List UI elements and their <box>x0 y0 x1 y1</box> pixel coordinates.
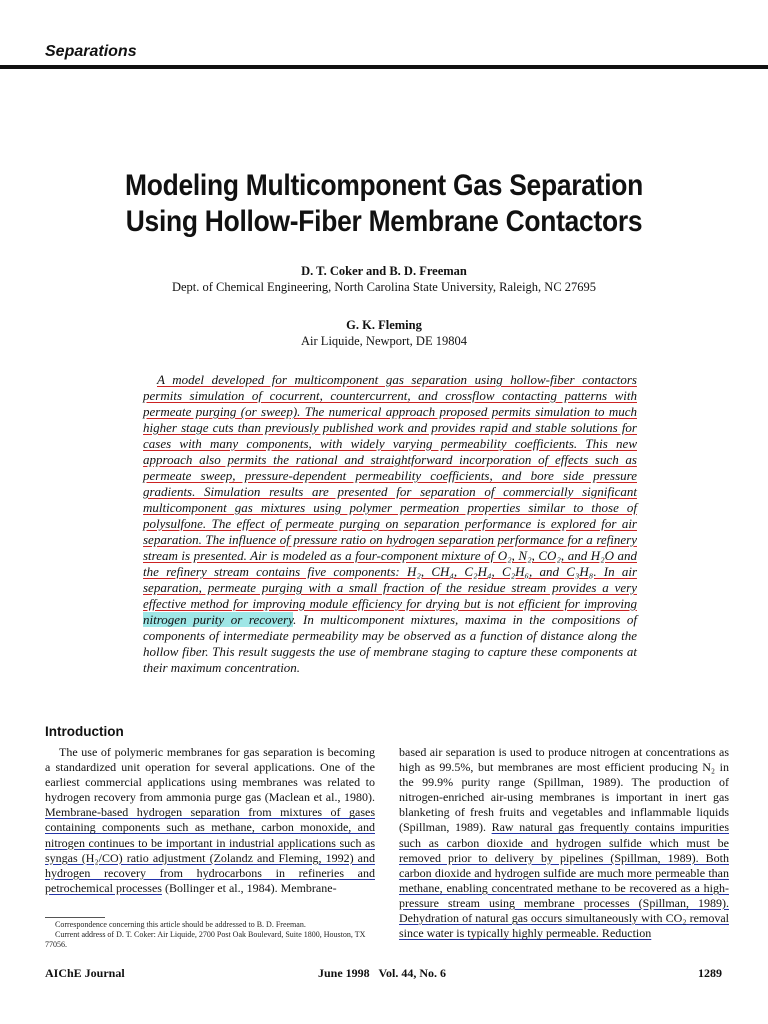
article-title <box>46 168 722 240</box>
author-names-2: G. K. Fleming <box>346 318 422 332</box>
footnote-line-1: Correspondence concerning this article should be addressed to B. D. Freeman. <box>55 920 306 929</box>
abstract-paragraph <box>143 372 637 676</box>
title-line-2: Using Hollow-Fiber Membrane Contactors <box>125 205 643 238</box>
title-line-1: Modeling Multicomponent Gas Separation <box>124 169 643 202</box>
footnote-rule <box>45 917 105 918</box>
abstract <box>143 372 637 676</box>
footnote <box>45 920 375 950</box>
footer-page-number: 1289 <box>698 966 722 980</box>
intro-left-text-b: (Bollinger et al., 1984). Membrane- <box>161 880 337 895</box>
intro-right-text-a: based air separation is used to produce nitrogen at concentrations as high as 99.5%, but membranes are most efficient producing N₂ in the 99.9% purity range (Spillman, 1989). The production of nitrogen-enriched air-using membranes is important in inert gas blanketing of fresh fruits and vegetables and inflammable liquids (Spillman, 1989). <box>399 745 729 835</box>
footnote-line-2: Current address of D. T. Coker: Air Liquide, 2700 Post Oak Boulevard, Suite 1800, Houston, TX 77056. <box>45 930 366 949</box>
intro-left-underlined: Membrane-based hydrogen separation from mixtures of gases containing components such as methane, carbon monoxide, and nitrogen continues to be important in industrial applications such as syngas (H₂/CO) ratio adjustment (Zolandz and Fleming, 1992) and hydrogen recovery from hydrocarbons in refineries and petrochemical processes <box>45 805 375 895</box>
introduction-heading: Introduction <box>45 724 124 739</box>
author-group-2 <box>0 317 768 349</box>
author-names-1: D. T. Coker and B. D. Freeman <box>301 264 467 278</box>
author-affiliation-2: Air Liquide, Newport, DE 19804 <box>301 334 467 348</box>
author-affiliation-1: Dept. of Chemical Engineering, North Carolina State University, Raleigh, NC 27695 <box>171 280 597 294</box>
intro-paragraph-left <box>45 745 375 896</box>
header-rule <box>0 65 768 69</box>
abstract-text-2: . In multicomponent mixtures, maxima in the compositions of components of intermediate permeability may be observed as a function of distance along the hollow fiber. This result suggests the use of membrane staging to capture these components at their maximum concentration. <box>143 612 637 675</box>
footer-journal: AIChE Journal <box>45 966 125 980</box>
intro-left-text-a: The use of polymeric membranes for gas separation is becoming a standardized unit operation for several applications. One of the earliest commercial applications using membranes was related to hydrogen recovery from ammonia purge gas (Maclean et al., 1980). <box>45 745 375 805</box>
abstract-text-1: A model developed for multicomponent gas separation using hollow-fiber contactors permits simulation of cocurrent, countercurrent, and crossflow contacting patterns with permeate purging (or sweep). The numerical approach proposed permits simulation to much higher stage cuts than previously published work and provides rapid and stable solutions for cases with many components, with widely varying permeability coefficients. This new approach also permits the rational and straightforward incorporation of effects such as permeate sweep, pressure-dependent permeability coefficients, and bore side pressure gradients. Simulation results are presented for separation of commercially significant multicomponent gas mixtures using polymer permeation properties similar to those of polysulfone. The effect of permeate purging on separation performance is explored for air separation. The influence of pressure ratio on hydrogen separation performance for a refinery stream is presented. Air is modeled as a four-component mixture of O₂, N₂, CO₂, and H₂O and the refinery stream contains five components: H₂, CH₄, C₂H₄, C₂H₆, and C₃H₈. In air separation, permeate purging with a small fraction of the residue stream provides a very effective method for improving module efficiency for drying but is not efficient for improving <box>143 372 637 611</box>
section-label: Separations <box>45 43 137 60</box>
intro-paragraph-right <box>399 745 729 941</box>
intro-column-left <box>45 745 375 896</box>
footer-issue: June 1998 Vol. 44, No. 6 <box>318 966 447 980</box>
intro-column-right <box>399 745 729 941</box>
author-group-1 <box>0 263 768 295</box>
intro-right-underlined: Raw natural gas frequently contains impurities such as carbon dioxide and hydrogen sulfide which must be removed prior to delivery by pipelines (Spillman, 1989). Both carbon dioxide and hydrogen sulfide are much more permeable than methane, enabling concentrated methane to be recovered as a high-pressure stream using membrane processes (Spillman, 1989). Dehydration of natural gas occurs simultaneously with CO₂ removal since water is typically highly permeable. Reduction <box>399 820 730 941</box>
abstract-highlight: nitrogen purity or recovery <box>143 612 294 627</box>
